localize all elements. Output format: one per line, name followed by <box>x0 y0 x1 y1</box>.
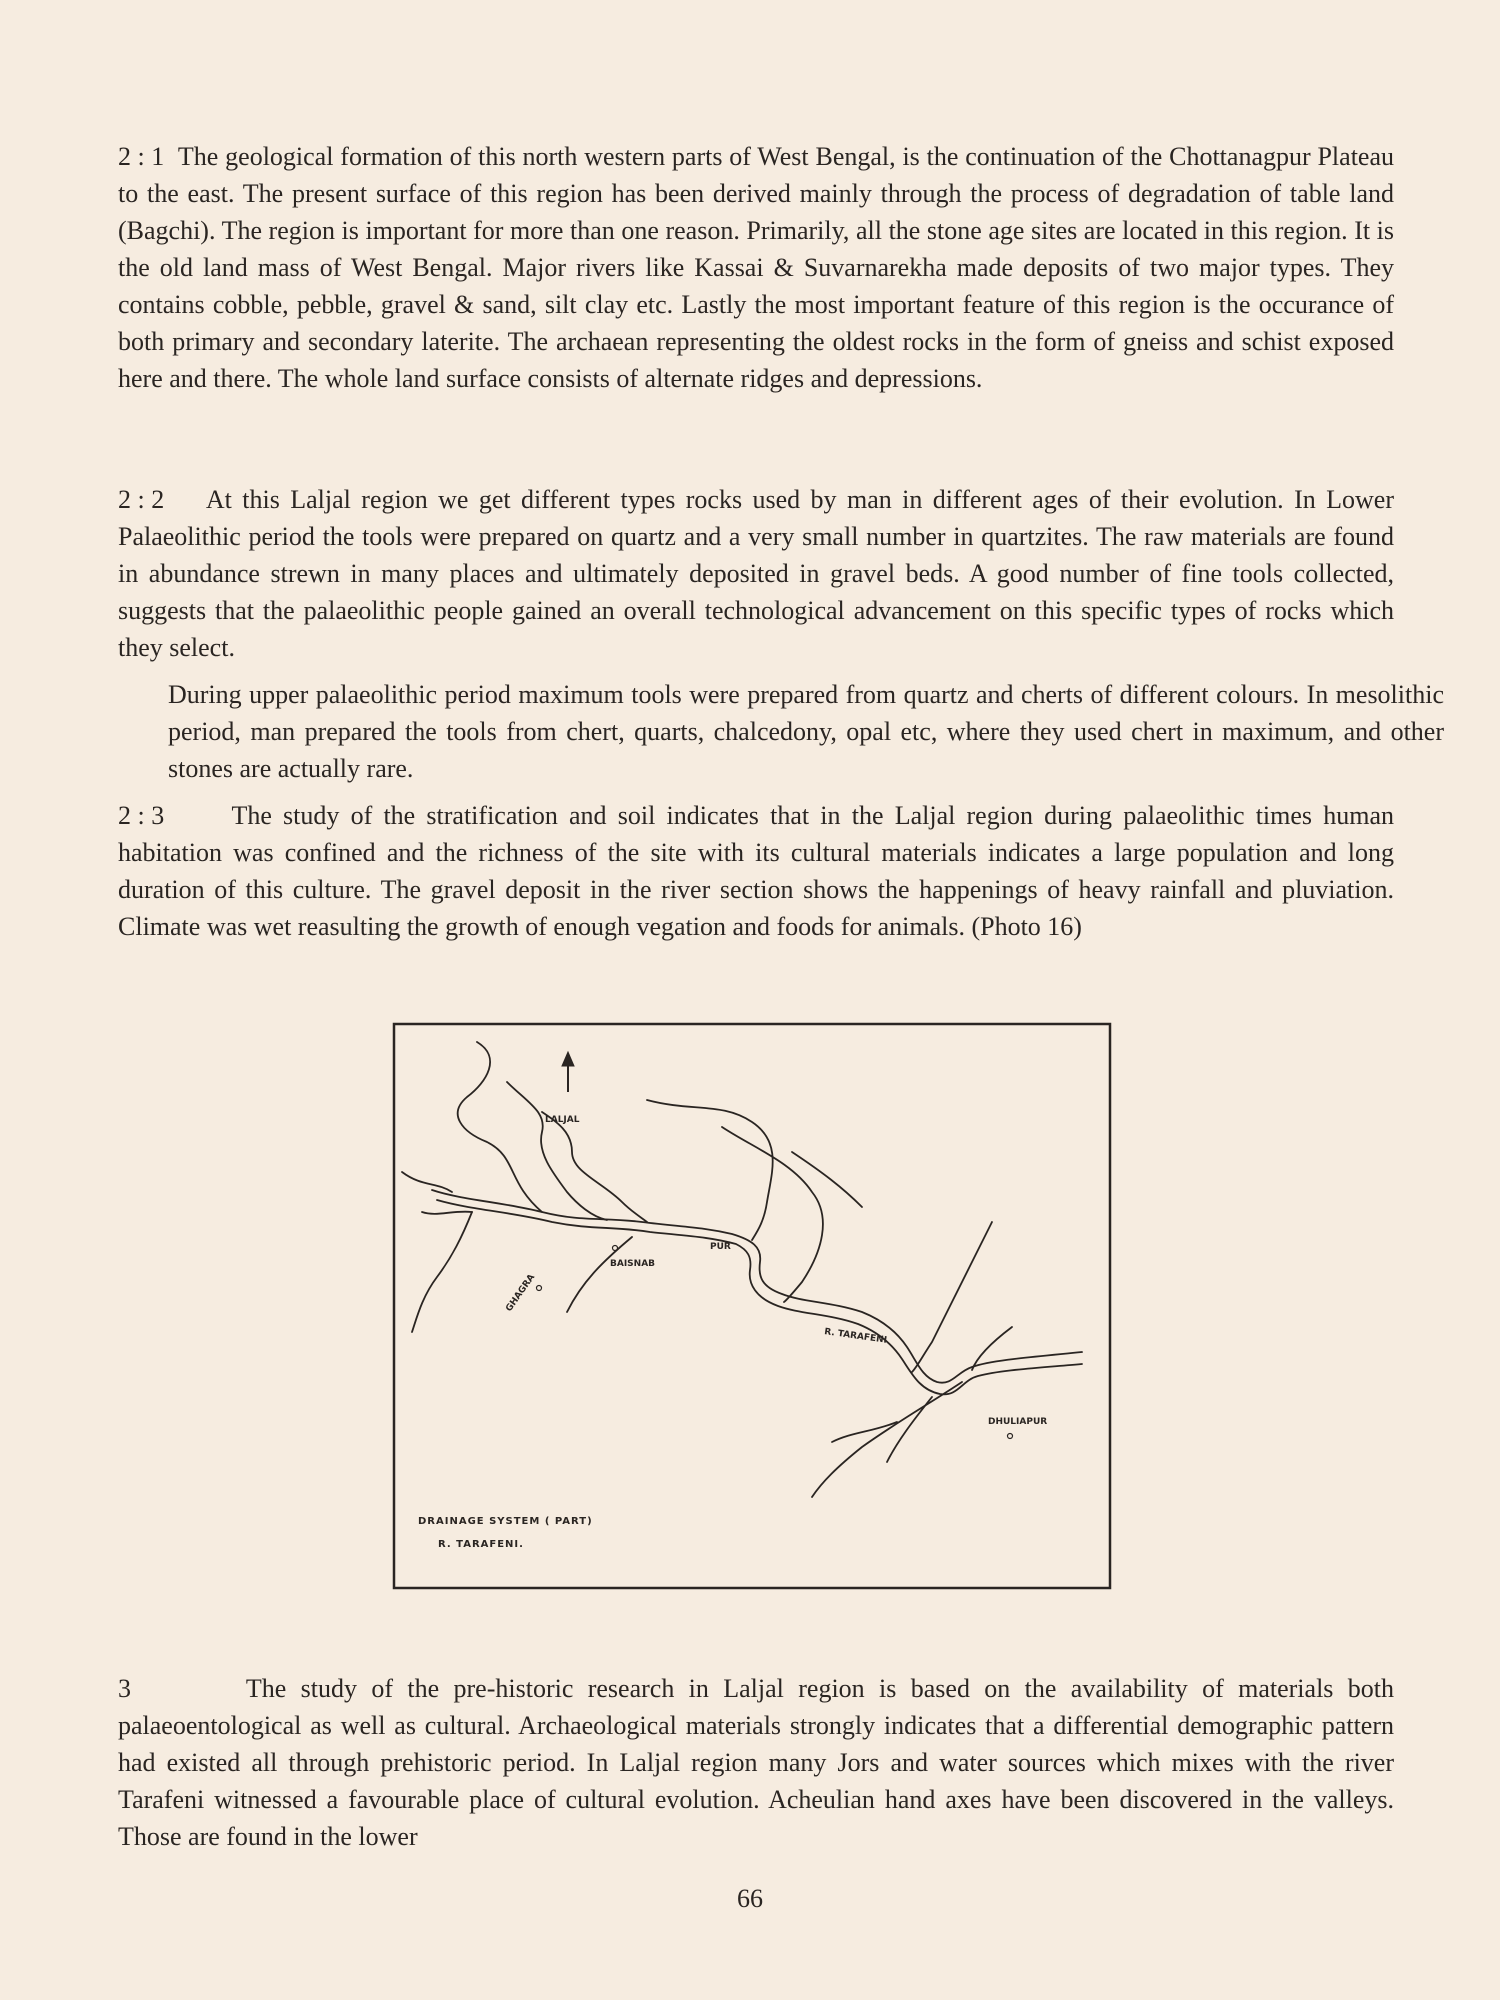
page-number: 66 <box>737 1884 763 1913</box>
map-caption-line1: DRAINAGE SYSTEM ( PART) <box>418 1516 593 1527</box>
paragraph-text: The study of the pre-historic research in Laljal region is based on the availability of materials both palaeoentological as well as cultural. Archaeological materials strongly indicates that a differential demographic pattern had existed all through prehistoric period. In Laljal region many Jors and water sources which mixes with the river Tarafeni witnessed a favourable place of cultural evolution. Acheulian hand axes have been discovered in the valleys. Those are found in the lower <box>118 1674 1395 1851</box>
village-marker-baisnabpur <box>613 1246 618 1251</box>
village-marker-dhuliapur <box>1008 1434 1013 1439</box>
river-network <box>402 1042 1082 1497</box>
label-dhuliapur: DHULIAPUR <box>988 1417 1048 1427</box>
section-number: 2 : 1 <box>118 142 165 171</box>
label-baisnabpur-part2: PUR <box>710 1242 731 1252</box>
paragraph-text: At this Laljal region we get different types rocks used by man in different ages of their evolution. In Lower Palaeolithic period the tools were prepared on quartz and a very small number in quartzites. The raw materials are found in abundance strewn in many places and ultimately deposited in gravel beds. A good number of fine tools collected, suggests that the palaeolithic people gained an overall technological advancement on this specific types of rocks which they select. <box>118 485 1394 662</box>
section-number: 3 <box>118 1674 131 1703</box>
drainage-map-figure <box>392 1022 1112 1590</box>
map-caption-line2: R. TARAFENI. <box>438 1539 524 1550</box>
label-laljal: LALJAL <box>545 1115 580 1125</box>
paragraph-2-1 <box>118 138 1394 397</box>
label-baisnabpur-part1: BAISNAB <box>610 1259 656 1269</box>
paragraph-2-2 <box>118 481 1394 666</box>
paragraph-text: The study of the stratification and soil indicates that in the Laljal region during palaeolithic times human habitation was confined and the richness of the site with its cultural materials indicates a large population and long duration of this culture. The gravel deposit in the river section shows the happenings of heavy rainfall and pluviation. Climate was wet reasulting the growth of enough vegation and foods for animals. (Photo 16) <box>118 801 1394 941</box>
paragraph-upper-palaeolithic <box>118 676 1444 787</box>
village-marker-ghagra <box>537 1286 542 1291</box>
drainage-map <box>392 1022 1112 1590</box>
section-number: 2 : 2 <box>118 485 165 514</box>
label-river-tarafeni: R. TARAFENI <box>823 1327 888 1346</box>
paragraph-text: During upper palaeolithic period maximum tools were prepared from quartz and cherts of different colours. In mesolithic period, man prepared the tools from chert, quarts, chalcedony, opal etc, where they used chert in maximum, and other stones are actually rare. <box>168 680 1444 783</box>
north-arrow-icon <box>562 1052 574 1092</box>
section-number: 2 : 3 <box>118 801 165 830</box>
label-ghagra: GHAGRA <box>504 1272 538 1314</box>
paragraph-2-3 <box>118 797 1394 945</box>
paragraph-text: The geological formation of this north western parts of West Bengal, is the continuation of the Chottanagpur Plateau to the east. The present surface of this region has been derived mainly through the process of degradation of table land (Bagchi). The region is important for more than one reason. Primarily, all the stone age sites are located in this region. It is the old land mass of West Bengal. Major rivers like Kassai & Suvarnarekha made deposits of two major types. They contains cobble, pebble, gravel & sand, silt clay etc. Lastly the most important feature of this region is the occurance of both primary and secondary laterite. The archaean representing the oldest rocks in the form of gneiss and schist exposed here and there. The whole land surface consists of alternate ridges and depressions. <box>118 142 1394 393</box>
paragraph-3 <box>118 1670 1394 1855</box>
